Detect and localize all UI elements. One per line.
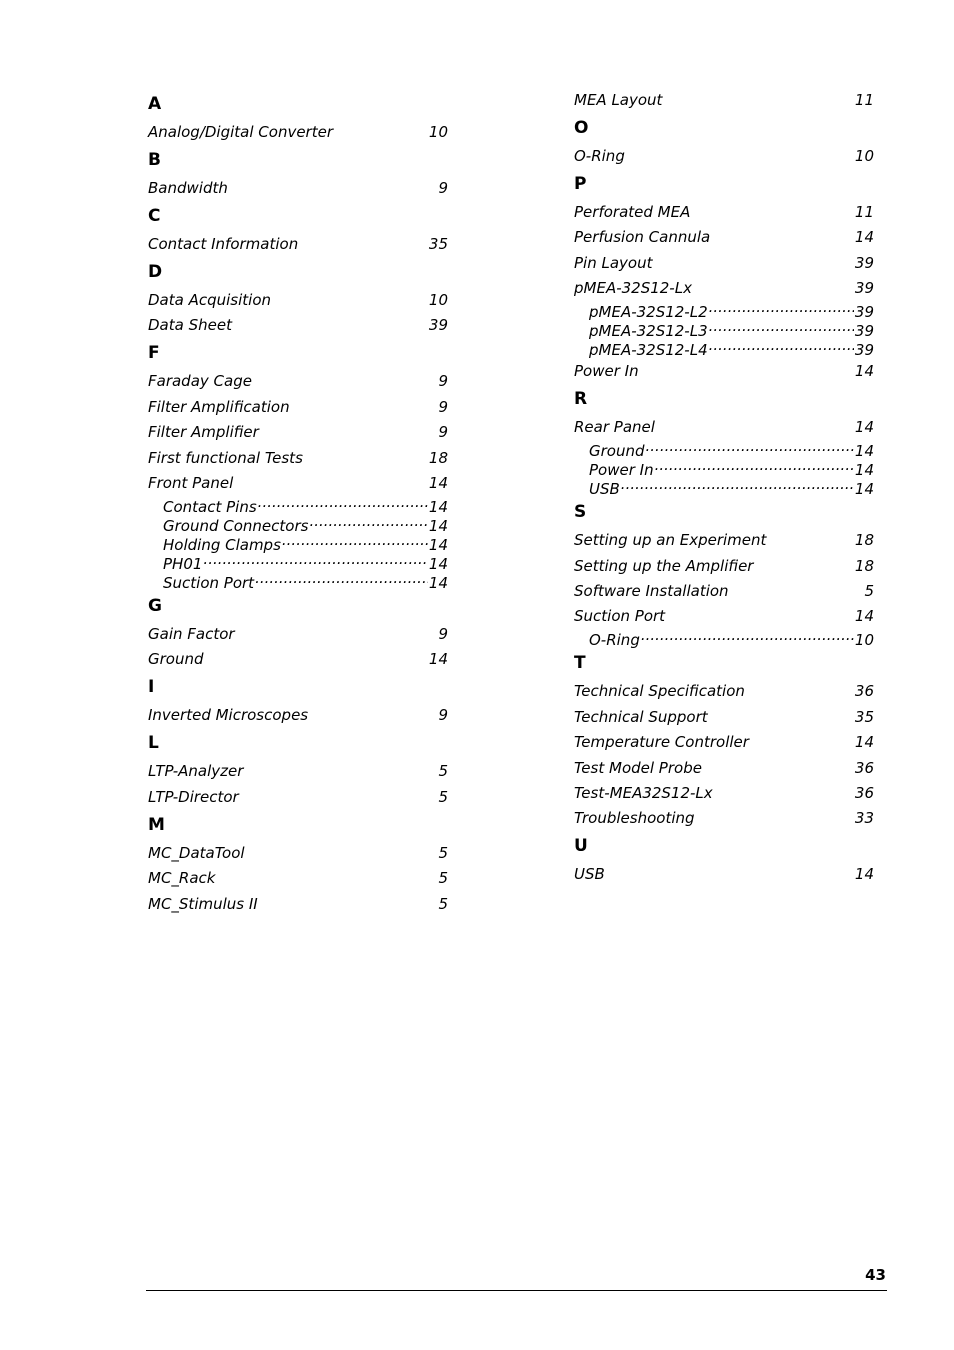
index-section (148, 596, 448, 669)
index-letter-heading: B (148, 150, 161, 170)
index-page-ref: 5 (864, 581, 874, 600)
index-entry (148, 371, 448, 391)
index-subentry (574, 626, 874, 650)
index-entry (148, 448, 448, 468)
index-letter-heading: A (148, 94, 162, 114)
index-entry (574, 758, 874, 778)
index-term: USB (574, 865, 605, 884)
index-section (574, 389, 874, 499)
index-term: Ground (148, 650, 204, 669)
index-subterm: Ground Connectors (163, 516, 309, 535)
page-number: 43 (865, 1266, 886, 1284)
index-term: Gain Factor (148, 624, 235, 643)
index-page-ref: 9 (438, 372, 448, 391)
index-entry (574, 253, 874, 273)
index-entry (574, 417, 874, 437)
index-page-ref: 39 (428, 316, 448, 335)
index-term: Test-MEA32S12-Lx (574, 783, 713, 802)
index-entry (574, 606, 874, 626)
index-subterm: USB (589, 480, 620, 499)
index-page-ref: 36 (854, 758, 874, 777)
index-page-ref: 18 (428, 448, 448, 467)
dot-leader (203, 550, 427, 569)
index-page-ref: 14 (854, 865, 874, 884)
index-entry (148, 397, 448, 417)
index-subterm: O-Ring (589, 631, 640, 650)
index-subterm: Contact Pins (163, 497, 257, 516)
index-letter-heading: F (148, 343, 160, 364)
index-letter-heading: O (574, 118, 589, 138)
index-term: LTP-Director (148, 787, 239, 806)
index-entry (148, 624, 448, 644)
index-subterm: pMEA-32S12-L3 (589, 322, 708, 341)
dot-leader (709, 317, 854, 336)
index-entry (574, 361, 874, 381)
index-letter-heading: L (148, 733, 159, 754)
index-section (148, 150, 448, 198)
dot-leader (655, 456, 854, 475)
index-section (574, 174, 874, 381)
index-page-ref: 14 (428, 473, 448, 492)
index-page-ref: 14 (854, 733, 874, 752)
dot-leader (641, 626, 854, 645)
index-term: Technical Support (574, 707, 708, 726)
dot-leader (621, 475, 854, 494)
index-entry (148, 122, 448, 142)
dot-leader (709, 336, 854, 355)
index-page-ref: 14 (854, 461, 874, 480)
index-term: Perforated MEA (574, 203, 691, 221)
index-section (148, 815, 448, 914)
index-entry (148, 787, 448, 807)
index-subterm: Ground (589, 442, 645, 461)
index-page-ref: 14 (854, 607, 874, 626)
index-subentry (574, 298, 874, 322)
index-page-ref: 35 (428, 235, 448, 253)
index-page-ref: 9 (438, 706, 448, 725)
index-term: Suction Port (574, 607, 666, 626)
index-term: Front Panel (148, 473, 234, 492)
index-letter-heading: D (148, 262, 163, 282)
index-page-ref: 33 (854, 809, 874, 828)
footer-rule (146, 1290, 887, 1291)
dot-leader (282, 531, 428, 550)
index-entry (574, 278, 874, 298)
index-page-ref: 9 (438, 397, 448, 416)
index-section (574, 118, 874, 166)
dot-leader (709, 298, 854, 317)
index-section (148, 677, 448, 725)
index-page-ref: 39 (854, 303, 874, 322)
index-subterm: PH01 (163, 554, 203, 573)
index-letter-heading: R (574, 389, 588, 410)
index-page-ref: 18 (854, 531, 874, 550)
index-subterm: pMEA-32S12-L2 (589, 303, 708, 322)
index-page-ref: 39 (854, 253, 874, 272)
index-term: MEA Layout (574, 91, 663, 109)
index-section (574, 653, 874, 828)
index-term: Inverted Microscopes (148, 706, 309, 725)
index-term: O-Ring (574, 147, 625, 165)
index-entry (574, 707, 874, 727)
dot-leader (258, 493, 428, 512)
index-entry (574, 681, 874, 701)
index-term: MC_Rack (148, 869, 216, 888)
index-letter-heading: S (574, 502, 587, 523)
index-page-ref: 14 (428, 535, 448, 554)
dot-leader (309, 512, 427, 531)
index-term: Analog/Digital Converter (148, 123, 334, 141)
index-letter-heading: I (148, 677, 155, 698)
index-page-ref: 14 (854, 418, 874, 437)
index-letter-heading: G (148, 595, 162, 616)
index-entry (148, 894, 448, 914)
index-page-ref: 39 (854, 341, 874, 360)
index-term: pMEA-32S12-Lx (574, 279, 692, 298)
index-page-ref: 10 (854, 631, 874, 650)
index-term: Troubleshooting (574, 809, 695, 828)
index-page-ref: 14 (428, 650, 448, 669)
index-term: Power In (574, 362, 639, 381)
index-entry (148, 473, 448, 493)
dot-leader (646, 437, 854, 456)
index-letter-heading: T (574, 653, 586, 674)
index-page-ref: 39 (854, 279, 874, 298)
index-page-ref: 10 (854, 147, 874, 165)
index-page-ref: 36 (854, 682, 874, 701)
index-term: Filter Amplifier (148, 423, 259, 442)
index-entry (574, 864, 874, 884)
index-term: Perfusion Cannula (574, 228, 711, 247)
index-term: MC_Stimulus II (148, 894, 258, 913)
index-section (574, 502, 874, 650)
index-term: Data Sheet (148, 316, 232, 335)
index-page-ref: 14 (428, 573, 448, 592)
index-subterm: Holding Clamps (163, 535, 281, 554)
index-page-ref: 5 (438, 787, 448, 806)
index-page-ref: 10 (428, 123, 448, 141)
index-term: Pin Layout (574, 253, 653, 272)
index-term: Technical Specification (574, 682, 745, 701)
index-subentry (148, 493, 448, 516)
index-section (574, 836, 874, 884)
dot-leader (255, 569, 428, 588)
index-subterm: Power In (589, 461, 654, 480)
index-entry (148, 178, 448, 198)
index-entry (148, 422, 448, 442)
index-page-ref: 9 (438, 179, 448, 197)
index-page-ref: 36 (854, 783, 874, 802)
index-subentries (574, 437, 874, 499)
index-entry (148, 705, 448, 725)
index-entry (148, 761, 448, 781)
index-page-ref: 5 (438, 869, 448, 888)
index-term: First functional Tests (148, 448, 303, 467)
index-page-ref: 14 (428, 516, 448, 535)
index-page-ref: 39 (854, 322, 874, 341)
index-page-ref: 5 (438, 762, 448, 781)
index-term: Faraday Cage (148, 372, 252, 391)
index-entry (148, 315, 448, 335)
index-term: Filter Amplification (148, 397, 290, 416)
index-page-ref: 14 (854, 362, 874, 381)
index-subterm: pMEA-32S12-L4 (589, 341, 708, 360)
index-page-ref: 14 (428, 554, 448, 573)
index-entry (574, 581, 874, 601)
index-column-left (148, 90, 448, 919)
index-term: Software Installation (574, 581, 729, 600)
index-subentries (148, 493, 448, 592)
index-entry (574, 808, 874, 828)
index-term: Rear Panel (574, 418, 655, 437)
index-term: Setting up an Experiment (574, 531, 767, 550)
index-column-right (574, 90, 874, 890)
index-page-ref: 18 (854, 556, 874, 575)
index-page-ref: 11 (854, 91, 874, 109)
index-letter-heading: M (148, 814, 165, 835)
index-letter-heading: C (148, 206, 161, 226)
index-page-ref: 5 (438, 894, 448, 913)
index-entry (148, 868, 448, 888)
index-page-ref: 35 (854, 707, 874, 726)
index-page-ref: 14 (854, 228, 874, 247)
index-section (574, 90, 874, 110)
index-page-ref: 5 (438, 843, 448, 862)
index-term: Temperature Controller (574, 733, 749, 752)
index-page-ref: 14 (854, 442, 874, 461)
index-page-ref: 9 (438, 624, 448, 643)
index-entry (148, 649, 448, 669)
index-page-ref: 9 (438, 423, 448, 442)
index-entry (574, 146, 874, 166)
index-entry (148, 234, 448, 254)
index-term: MC_DataTool (148, 843, 245, 862)
index-page-ref: 11 (854, 203, 874, 221)
index-subentries (574, 626, 874, 650)
index-section (148, 733, 448, 806)
index-term: Setting up the Amplifier (574, 556, 754, 575)
index-section (148, 94, 448, 142)
index-term: LTP-Analyzer (148, 762, 244, 781)
index-entry (574, 783, 874, 803)
index-term: Bandwidth (148, 179, 228, 197)
index-letter-heading: U (574, 836, 588, 857)
index-term: Test Model Probe (574, 758, 702, 777)
index-section (148, 206, 448, 254)
index-entry (148, 290, 448, 310)
index-subentry (574, 437, 874, 461)
index-entry (574, 556, 874, 576)
index-term: Data Acquisition (148, 291, 272, 309)
index-term: Contact Information (148, 235, 299, 253)
index-entry (574, 90, 874, 110)
index-entry (574, 202, 874, 222)
index-subentries (574, 298, 874, 360)
index-page-ref: 10 (428, 291, 448, 309)
index-entry (574, 732, 874, 752)
index-section (148, 262, 448, 335)
index-entry (574, 227, 874, 247)
index-entry (574, 530, 874, 550)
index-letter-heading: P (574, 174, 587, 194)
index-page-ref: 14 (428, 497, 448, 516)
index-subterm: Suction Port (163, 573, 255, 592)
index-page-ref: 14 (854, 480, 874, 499)
index-section (148, 343, 448, 592)
index-entry (148, 843, 448, 863)
